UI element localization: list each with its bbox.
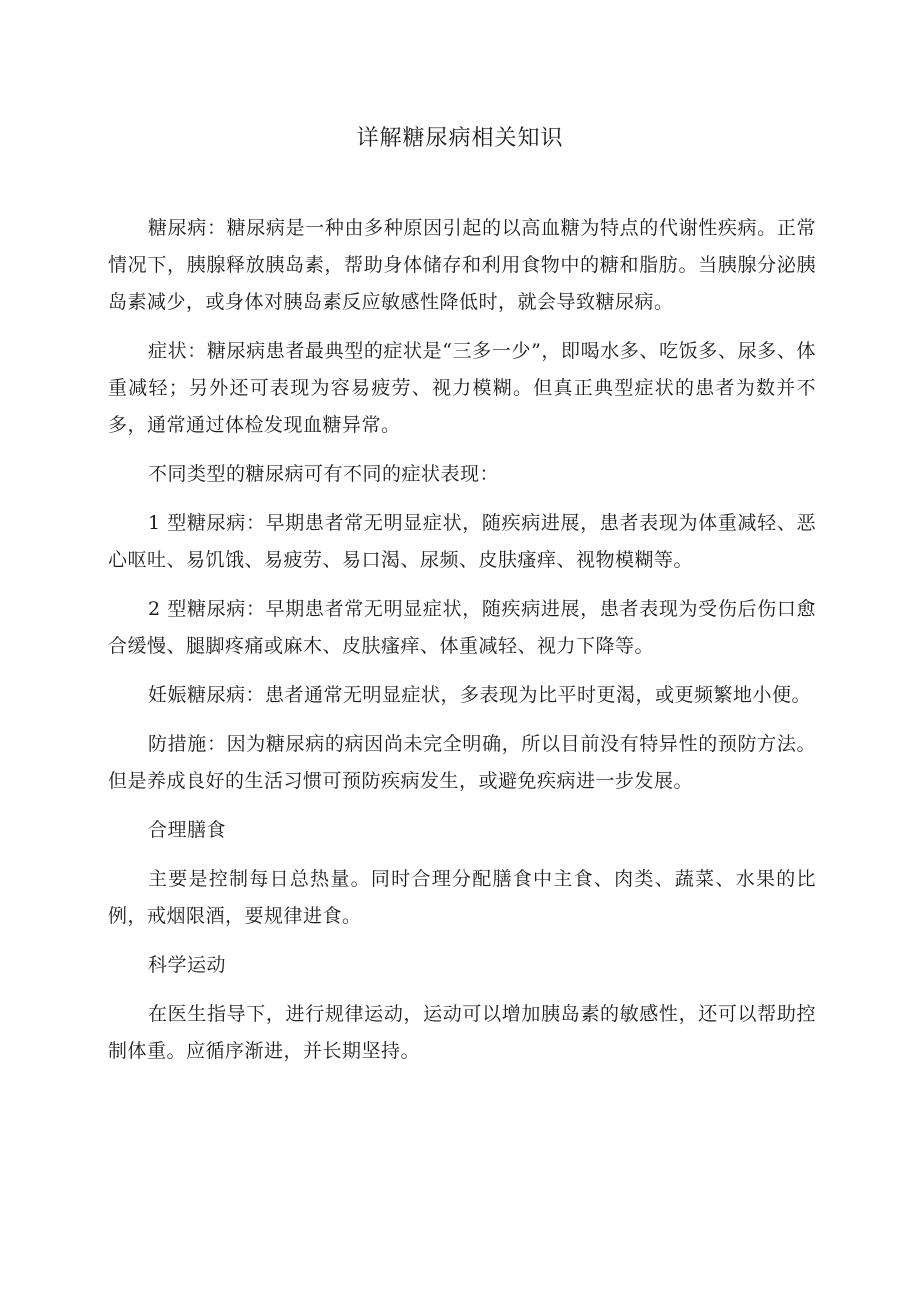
paragraph-gestational: 妊娠糖尿病：患者通常无明显症状，多表现为比平时更渴，或更频繁地小便。: [148, 684, 812, 706]
paragraph-type1: 1 型糖尿病：早期患者常无明显症状，随疾病进展，患者表现为体重减轻、恶心呕吐、易饥饿、易疲劳、易口渴、尿频、皮肤瘙痒、视物模糊等。: [108, 512, 816, 571]
subheading-exercise: 科学运动: [148, 954, 227, 976]
paragraph-diet: 主要是控制每日总热量。同时合理分配膳食中主食、肉类、蔬菜、水果的比例，戒烟限酒，要规律进食。: [108, 868, 816, 927]
subheading-diet: 合理膳食: [148, 819, 227, 841]
paragraph-prevention: 防措施：因为糖尿病的病因尚未完全明确，所以目前没有特异性的预防方法。但是养成良好的生活习惯可预防疾病发生，或避免疾病进一步发展。: [108, 733, 816, 792]
paragraph-symptoms: 症状：糖尿病患者最典型的症状是“三多一少”，即喝水多、吃饭多、尿多、体重减轻；另外还可表现为容易疲劳、视力模糊。但真正典型症状的患者为数并不多，通常通过体检发现血糖异常。: [108, 340, 816, 436]
document-body: [108, 210, 816, 1082]
document-title: 详解糖尿病相关知识: [356, 126, 564, 151]
paragraph-exercise: 在医生指导下，进行规律运动，运动可以增加胰岛素的敏感性，还可以帮助控制体重。应循序渐进，并长期坚持。: [108, 1003, 816, 1062]
paragraph-definition: 糖尿病：糖尿病是一种由多种原因引起的以高血糖为特点的代谢性疾病。正常情况下，胰腺释放胰岛素，帮助身体储存和利用食物中的糖和脂肪。当胰腺分泌胰岛素减少，或身体对胰岛素反应敏感性降低时，就会导致糖尿病。: [108, 217, 816, 313]
paragraph-types-intro: 不同类型的糖尿病可有不同的症状表现：: [148, 463, 500, 485]
paragraph-type2: 2 型糖尿病：早期患者常无明显症状，随疾病进展，患者表现为受伤后伤口愈合缓慢、腿脚疼痛或麻木、皮肤瘙痒、体重减轻、视力下降等。: [108, 598, 816, 657]
